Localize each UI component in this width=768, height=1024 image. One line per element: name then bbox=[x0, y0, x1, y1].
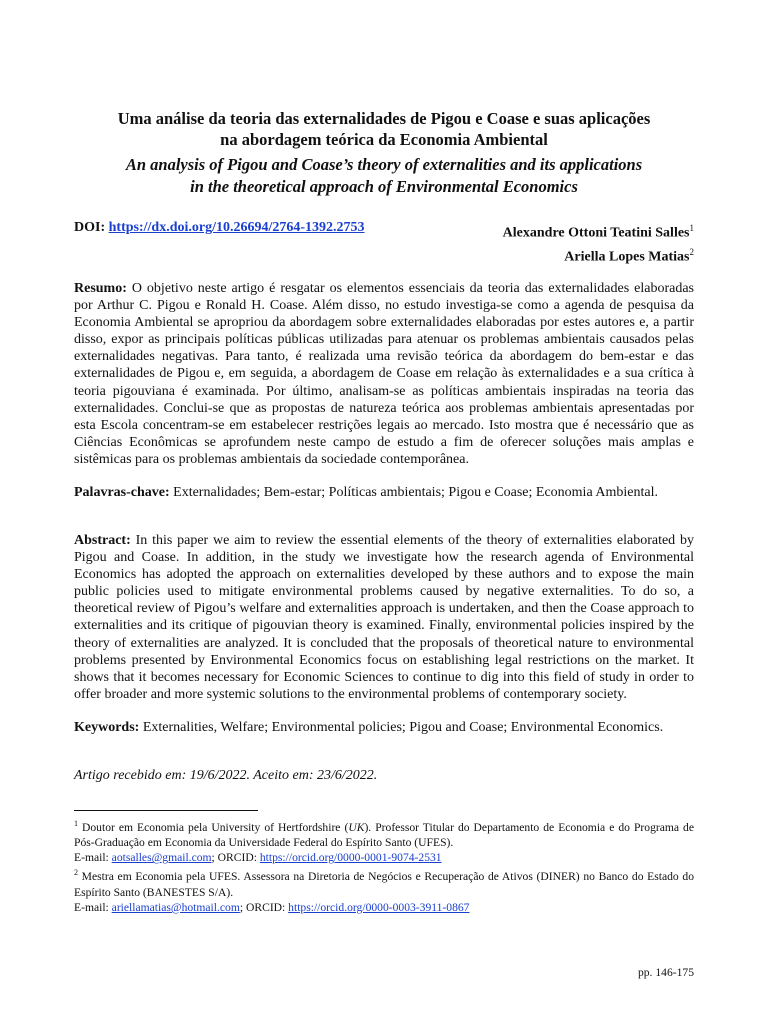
footnote-divider bbox=[74, 810, 258, 811]
resumo-label: Resumo: bbox=[74, 281, 127, 296]
palavras-chave-label: Palavras-chave: bbox=[74, 485, 170, 500]
footnote-1-contacts bbox=[74, 850, 694, 865]
footnote-1-email-link[interactable]: aotsalles@gmail.com bbox=[111, 851, 212, 865]
footnote-1-orcid-link[interactable]: https://orcid.org/0000-0001-9074-2531 bbox=[259, 851, 442, 865]
footnote-2-text: Mestra em Economia pela UFES. Assessora na Diretoria de Negócios e Recuperação de Ativos (DINER) no Banco do Estado do Espírito Santo (BANESTES S/A). bbox=[74, 870, 694, 899]
footnote-2-mark: 2 bbox=[74, 868, 78, 878]
keywords-text: Externalities, Welfare; Environmental policies; Pigou and Coase; Environmental Economics. bbox=[142, 720, 664, 735]
author-1-footnote-mark[interactable]: 1 bbox=[689, 223, 694, 233]
footnote-1-email-label: E-mail: bbox=[74, 851, 112, 865]
footnote-1-orcid-label: ; ORCID: bbox=[211, 851, 260, 865]
author-2 bbox=[503, 243, 694, 267]
footnote-1-text-b: ). Professor Titular do Departamento de Economia e do Programa de Pós-Graduação em Economia da Universidade Federal do Espírito Santo (UFES). bbox=[74, 820, 694, 850]
title-portuguese bbox=[60, 108, 708, 150]
footnote-2-contacts bbox=[74, 900, 694, 915]
title-en-line-2: in the theoretical approach of Environmental Economics bbox=[190, 177, 578, 196]
footnote-1-text-a: Doutor em Economia pela University of Hertfordshire ( bbox=[78, 820, 349, 834]
title-pt-line-2: na abordagem teórica da Economia Ambiental bbox=[220, 130, 548, 149]
author-2-name: Ariella Lopes Matias bbox=[564, 249, 690, 265]
keywords-label: Keywords: bbox=[74, 720, 140, 735]
received-date-line: Artigo recebido em: 19/6/2022. Aceito em: 23/6/2022. bbox=[74, 768, 378, 783]
abstract-paragraph bbox=[74, 532, 694, 703]
title-pt-line-1: Uma análise da teoria das externalidades de Pigou e Coase e suas aplicações bbox=[117, 109, 651, 128]
title-english bbox=[60, 154, 708, 198]
page-range: pp. 146-175 bbox=[637, 966, 694, 979]
author-1 bbox=[503, 219, 694, 243]
resumo-text: O objetivo neste artigo é resgatar os elementos essenciais da teoria das externalidades elaboradas por Arthur C. Pigou e Ronald H. Coase. Além disso, no estudo investiga-se como a agenda de pesquisa da Economia Ambiental se apropriou da abordagem sobre externalidades elaboradas por estes autores e, a partir disso, expor as principais políticas públicas utilizadas para atenuar os problemas ambientais causados pelas externalidades negativas. Para tanto, é realizada uma revisão teórica da abordagem do bem-estar e das externalidades de Pigou e, em seguida, a abordagem de Coase em relação às externalidades e a sua crítica à teoria pigouviana é examinada. Por último, analisam-se as políticas ambientais inspiradas na teoria das externalidades. Conclui-se que as propostas de natureza teórica aos problemas ambientais apresentadas por esta Escola concentram-se em estabelecer restrições legais ao mercado. Isto mostra que é necessário que as Ciências Econômicas se aprofundem neste campo de estudo a fim de oferecer soluções mais amplas e sistêmicas para os problemas ambientais da sociedade contemporânea. bbox=[74, 281, 694, 467]
footnote-1-mark: 1 bbox=[74, 819, 78, 828]
author-2-footnote-mark[interactable]: 2 bbox=[689, 246, 694, 257]
footnote-1 bbox=[74, 816, 694, 850]
abstract-text: In this paper we aim to review the essential elements of the theory of externalities elaborated by Pigou and Coase. In addition, in the study we investigate how the research agenda of Environmental Economics has adopted the approach on externalities developed by these authors and to expose the main public policies used to mitigate environmental problems caused by negative externalities. To do so, a theoretical review of Pigou’s welfare and externalities approach is undertaken, and then the Coase approach to externalities and its critique of pigouvian theory is examined. Finally, environmental policies inspired by the theory of externalities are analyzed. It is concluded that the proposals of theoretical nature to environmental problems presented by Environmental Economics focus on establishing legal restrictions on the market. It shows that it becomes necessary for Economic Sciences to continue to dig into this field of study in order to offer broader and more systemic solutions to the environmental problems of contemporary society. bbox=[74, 533, 695, 702]
doi-line bbox=[74, 219, 365, 237]
author-1-name: Alexandre Ottoni Teatini Salles bbox=[502, 225, 690, 241]
resumo-paragraph bbox=[74, 280, 694, 468]
doi-label: DOI: bbox=[74, 220, 106, 235]
palavras-chave-text: Externalidades; Bem-estar; Políticas ambientais; Pigou e Coase; Economia Ambiental. bbox=[173, 485, 658, 500]
doi-link[interactable]: https://dx.doi.org/10.26694/2764-1392.2753 bbox=[108, 220, 365, 235]
palavras-chave-paragraph bbox=[74, 484, 694, 501]
abstract-label: Abstract: bbox=[74, 533, 131, 548]
footnote-2-orcid-link[interactable]: https://orcid.org/0000-0003-3911-0867 bbox=[288, 900, 470, 914]
footnotes bbox=[74, 816, 694, 915]
keywords-paragraph bbox=[74, 719, 694, 736]
footnote-2 bbox=[74, 865, 694, 899]
footnote-2-email-link[interactable]: ariellamatias@hotmail.com bbox=[111, 900, 240, 914]
author-list bbox=[503, 219, 694, 266]
footnote-2-orcid-label: ; ORCID: bbox=[239, 900, 289, 914]
title-en-line-1: An analysis of Pigou and Coase’s theory of externalities and its applications bbox=[125, 155, 643, 174]
footnote-1-italic: UK bbox=[348, 820, 365, 834]
footnote-2-email-label: E-mail: bbox=[74, 900, 112, 914]
